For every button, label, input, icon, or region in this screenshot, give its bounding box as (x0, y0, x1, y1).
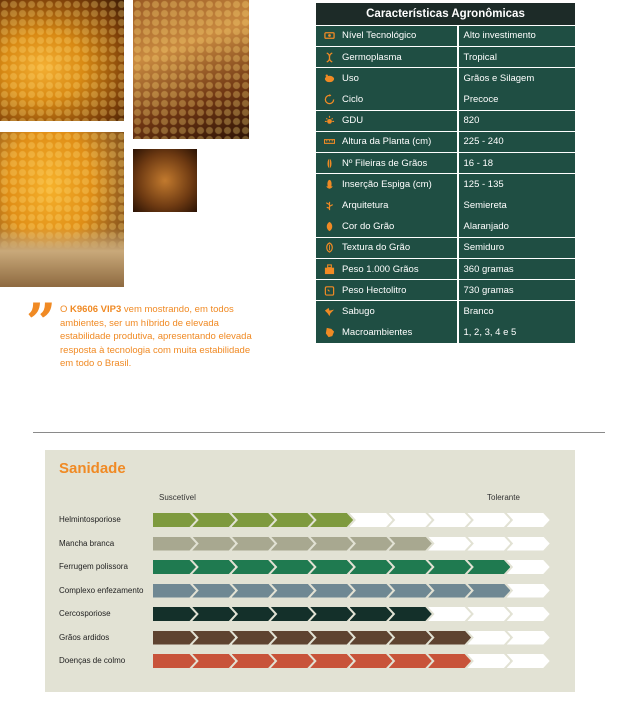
rating-chevron-filled (153, 584, 196, 598)
rating-chevron-filled (232, 631, 275, 645)
disease-name: Grãos ardidos (59, 632, 110, 642)
rating-chevron-filled (232, 537, 275, 551)
technology-icon (316, 26, 342, 46)
agro-row (316, 238, 575, 258)
agro-label-cell (316, 195, 457, 215)
agro-row (316, 153, 575, 173)
product-quote: O K9606 VIP3 vem mostrando, em todos ambientes, ser um híbrido de elevada estabilidade produtiva, apresentando elevada resposta à tecnologia com muita estabilidade em todo o Brasil. (60, 304, 252, 370)
rating-chevron-empty (467, 513, 510, 527)
corn-photo-4 (133, 149, 197, 212)
agro-value: 360 gramas (459, 259, 576, 279)
rating-chevron-empty (507, 607, 550, 621)
agro-row (316, 280, 575, 300)
rating-chevron-empty (389, 513, 432, 527)
agro-value: 730 gramas (459, 280, 576, 300)
rating-chevron-filled (428, 584, 471, 598)
cycle-icon (316, 89, 342, 109)
rating-chevron-filled (192, 631, 235, 645)
corn-photo-3 (0, 132, 124, 287)
rating-chevron-filled (153, 513, 196, 527)
corn-photo-1 (0, 0, 124, 121)
agro-label-cell (316, 174, 457, 194)
scale-icon (316, 280, 342, 300)
ruler-icon (316, 132, 342, 152)
rating-chevron-filled (428, 560, 471, 574)
agro-row (316, 132, 575, 152)
agro-label: Inserção Espiga (cm) (342, 178, 432, 190)
rating-chevron-filled (153, 560, 196, 574)
rating-chevron-filled (389, 584, 432, 598)
rating-chevron-empty (467, 654, 510, 668)
scale-tolerant-label: Tolerante (487, 493, 520, 502)
agro-label-cell (316, 216, 457, 236)
stalk-icon (316, 301, 342, 321)
rating-chevron-filled (192, 607, 235, 621)
rating-chevron-empty (507, 513, 550, 527)
agro-row (316, 68, 575, 88)
rating-chevron-filled (271, 513, 314, 527)
agro-row (316, 259, 575, 279)
dna-icon (316, 47, 342, 67)
agro-row (316, 301, 575, 321)
disease-name: Ferrugem polissora (59, 562, 128, 571)
rating-chevron-empty (467, 607, 510, 621)
agro-label: Germoplasma (342, 51, 402, 63)
rating-chevron-filled (192, 537, 235, 551)
rating-chevron-filled (153, 607, 196, 621)
agro-label: GDU (342, 115, 364, 127)
agronomic-characteristics-table (316, 3, 575, 343)
kernel-rows-icon (316, 153, 342, 173)
rating-chevron-filled (310, 607, 353, 621)
agro-value: Alto investimento (459, 26, 576, 46)
agro-row (316, 174, 575, 194)
rating-chevron-filled (428, 654, 471, 668)
agro-label-cell (316, 132, 457, 152)
weight-icon (316, 259, 342, 279)
rating-chevron-filled (153, 631, 196, 645)
animal-icon (316, 68, 342, 88)
agro-label: Peso 1.000 Grãos (342, 263, 419, 275)
map-icon (316, 322, 342, 342)
agro-label: Arquitetura (342, 199, 389, 211)
product-name: K9606 VIP3 (70, 304, 122, 315)
rating-chevron-filled (192, 584, 235, 598)
rating-chevron-filled (389, 654, 432, 668)
agro-row (316, 26, 575, 46)
sun-icon (316, 111, 342, 131)
rating-chevron-filled (310, 631, 353, 645)
agro-row (316, 216, 575, 236)
agro-label-cell (316, 153, 457, 173)
rating-chevron-filled (350, 631, 393, 645)
disease-name: Mancha branca (59, 538, 115, 548)
rating-chevron-filled (232, 513, 275, 527)
agro-value: Semiduro (459, 238, 576, 258)
agro-value: Grãos e Silagem (459, 68, 576, 88)
rating-chevron-filled (310, 537, 353, 551)
rating-chevron-filled (232, 560, 275, 574)
disease-name: Cercosporiose (59, 609, 111, 618)
rating-chevron-filled (350, 560, 393, 574)
rating-chevron-empty (428, 537, 471, 551)
agro-row (316, 111, 575, 131)
agro-value: Tropical (459, 47, 576, 67)
rating-chevron-filled (192, 513, 235, 527)
rating-chevron-empty (428, 513, 471, 527)
agro-label-cell (316, 47, 457, 67)
rating-chevron-empty (507, 560, 550, 574)
agro-label: Ciclo (342, 94, 364, 106)
agro-label: Nível Tecnológico (342, 30, 417, 42)
rating-chevron-empty (507, 654, 550, 668)
rating-chevron-empty (350, 513, 393, 527)
agro-row (316, 89, 575, 109)
rating-chevron-filled (350, 537, 393, 551)
rating-chevron-filled (271, 631, 314, 645)
agro-label-cell (316, 111, 457, 131)
disease-name: Complexo enfezamento (59, 585, 144, 595)
scale-susceptible-label: Suscetível (159, 493, 196, 502)
agro-label-cell (316, 280, 457, 300)
rating-chevron-filled (389, 631, 432, 645)
rating-chevron-filled (232, 654, 275, 668)
rating-chevron-filled (350, 654, 393, 668)
agro-value: Precoce (459, 89, 576, 109)
agro-label: Cor do Grão (342, 221, 395, 233)
agro-row (316, 47, 575, 67)
agro-value: 1, 2, 3, 4 e 5 (459, 322, 576, 342)
agro-label-cell (316, 322, 457, 342)
agro-row (316, 322, 575, 342)
ear-icon (316, 174, 342, 194)
rating-chevron-filled (271, 654, 314, 668)
rating-chevron-filled (232, 607, 275, 621)
corn-photo-2 (133, 0, 249, 139)
agro-label-cell (316, 68, 457, 88)
agro-value: Semiereta (459, 195, 576, 215)
agro-label-cell (316, 301, 457, 321)
agro-label: Macroambientes (342, 327, 413, 339)
rating-chevron-filled (232, 584, 275, 598)
rating-chevron-filled (153, 654, 196, 668)
rating-chevron-filled (389, 560, 432, 574)
rating-chevron-filled (389, 537, 432, 551)
rating-chevron-filled (310, 513, 353, 527)
agro-value: 125 - 135 (459, 174, 576, 194)
quote-icon: ” (26, 293, 56, 354)
agro-label-cell (316, 26, 457, 46)
rating-chevron-filled (389, 607, 432, 621)
agro-label: Uso (342, 72, 359, 84)
agro-label: Altura da Planta (cm) (342, 136, 432, 148)
rating-chevron-filled (428, 631, 471, 645)
rating-chevron-filled (350, 607, 393, 621)
agro-value: 820 (459, 111, 576, 131)
agro-label: Textura do Grão (342, 242, 411, 254)
rating-chevron-empty (507, 631, 550, 645)
agro-label-cell (316, 238, 457, 258)
sanidade-panel (45, 450, 575, 692)
rating-chevron-filled (153, 537, 196, 551)
plant-icon (316, 195, 342, 215)
grain-texture-icon (316, 238, 342, 258)
agro-value: 225 - 240 (459, 132, 576, 152)
section-divider (33, 432, 605, 433)
rating-chevron-empty (467, 631, 510, 645)
rating-chevron-empty (507, 584, 550, 598)
rating-chevron-empty (467, 537, 510, 551)
disease-name: Doenças de colmo (59, 656, 126, 665)
agro-label-cell (316, 89, 457, 109)
rating-chevron-filled (271, 560, 314, 574)
sanidade-title: Sanidade (59, 460, 126, 477)
grain-color-icon (316, 216, 342, 236)
rating-chevron-filled (192, 560, 235, 574)
agro-row (316, 195, 575, 215)
agro-label: Sabugo (342, 305, 375, 317)
rating-chevron-filled (271, 537, 314, 551)
rating-chevron-filled (310, 584, 353, 598)
rating-chevron-empty (428, 607, 471, 621)
agro-label: Peso Hectolitro (342, 284, 407, 296)
rating-chevron-filled (271, 607, 314, 621)
rating-chevron-filled (350, 584, 393, 598)
agro-value: 16 - 18 (459, 153, 576, 173)
agronomic-table-title: Características Agronômicas (316, 3, 575, 25)
rating-chevron-empty (507, 537, 550, 551)
disease-name: Helmintosporiose (59, 515, 121, 524)
agro-value: Alaranjado (459, 216, 576, 236)
rating-chevron-filled (467, 560, 510, 574)
agro-label-cell (316, 259, 457, 279)
rating-chevron-filled (192, 654, 235, 668)
rating-chevron-filled (310, 654, 353, 668)
agro-value: Branco (459, 301, 576, 321)
rating-chevron-filled (467, 584, 510, 598)
rating-chevron-filled (271, 584, 314, 598)
agro-label: Nº Fileiras de Grãos (342, 157, 428, 169)
rating-chevron-filled (310, 560, 353, 574)
